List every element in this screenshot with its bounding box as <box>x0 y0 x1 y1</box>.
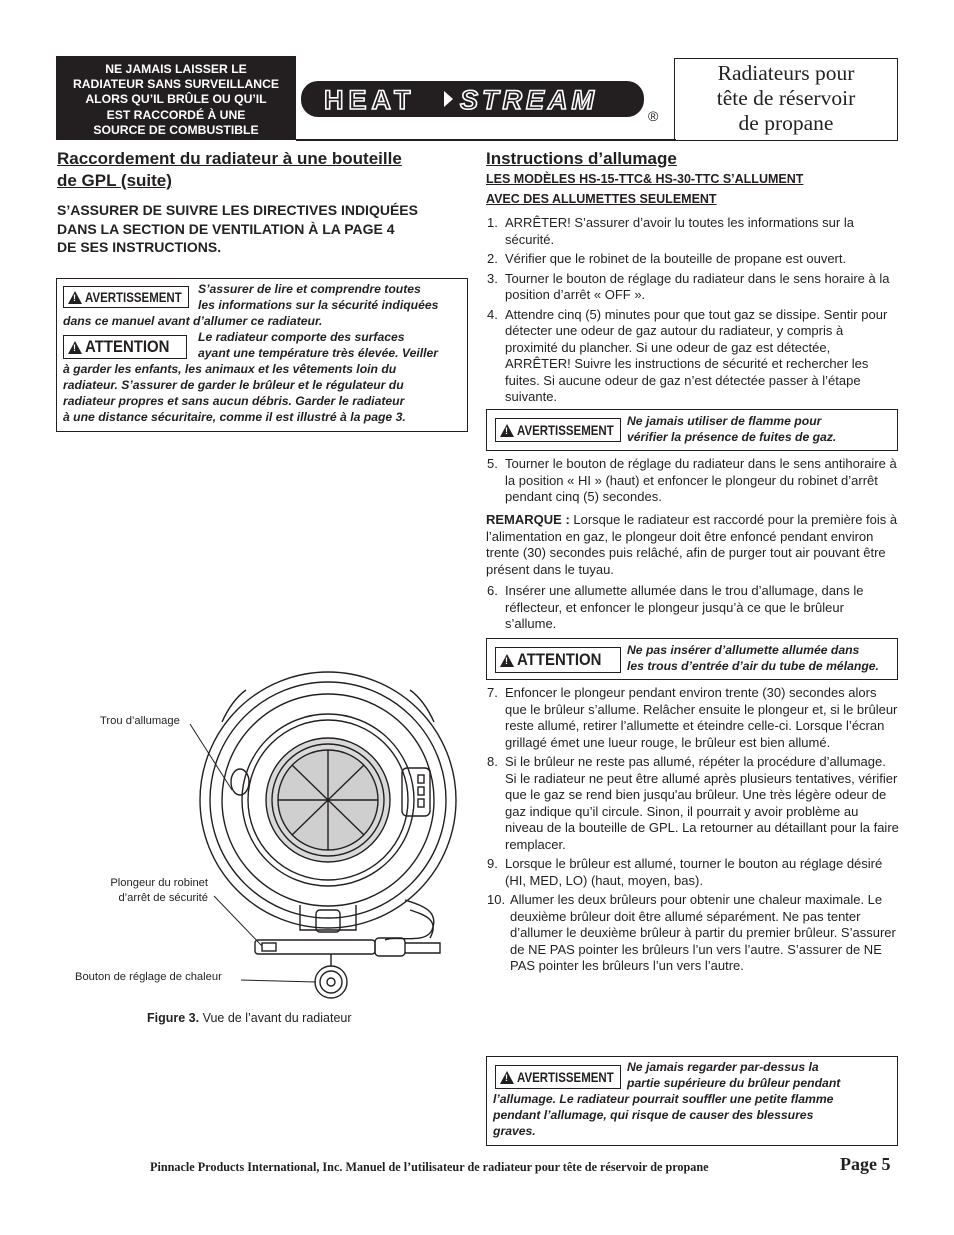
step-item: 1. ARRÊTER! S’assurer d’avoir lu toutes les informations sur la sécurité. <box>487 215 854 247</box>
match-attention-box <box>486 638 898 680</box>
attention-line: les trous d’entrée d’air du tube de mélange. <box>627 659 879 673</box>
heatstream-logo <box>300 80 645 118</box>
warning-triangle-icon <box>500 1071 514 1084</box>
attention-text-continued <box>63 361 406 425</box>
attention-text <box>627 642 879 674</box>
badge-label: AVERTISSEMENT <box>517 1069 614 1085</box>
page-title <box>674 58 898 141</box>
badge-label: ATTENTION <box>85 337 170 356</box>
header-rule <box>296 139 676 141</box>
badge-label: AVERTISSEMENT <box>85 289 182 305</box>
warning-line: les informations sur la sécurité indiquées <box>198 298 439 312</box>
page-title-line: de propane <box>738 111 834 135</box>
step-item: 10. Allumer les deux brûleurs pour obtenir une chaleur maximale. Le deuxième brûleur doit être allumé séparément. Ne pas tenter d’allumer le deuxième brûleur à partir du premier brûleur. S’assurer de NE PAS pointer les brûleurs l’un vers l’autre. S’assurer de NE PAS pointer les brûleurs l’un vers l’autre. <box>487 892 896 973</box>
header-warning-line: SOURCE DE COMBUSTIBLE <box>93 122 259 137</box>
attention-line: ayant une température très élevée. Veiller <box>198 346 439 360</box>
step-item: 6. Insérer une allumette allumée dans le trou d’allumage, dans le réflecteur, et enfoncer le plongeur jusqu’à ce que le brûleur s’allume. <box>487 583 864 631</box>
heading-line: de GPL (suite) <box>57 171 172 190</box>
attention-badge <box>495 647 621 673</box>
note-line: DANS LA SECTION DE VENTILATION À LA PAGE 4 <box>57 220 395 237</box>
warning-line: dans ce manuel avant d’allumer ce radiateur. <box>63 314 323 328</box>
warning-line: vérifier la présence de fuites de gaz. <box>627 430 837 444</box>
badge-label: ATTENTION <box>517 650 602 669</box>
burner-warning-box <box>486 1056 898 1146</box>
gas-leak-warning-box <box>486 409 898 451</box>
page-title-line: tête de réservoir <box>716 86 856 110</box>
remark-paragraph <box>486 512 898 578</box>
sub-text: & HS-30-TTC S’ALLUMENT <box>642 172 804 186</box>
step-item: 7. Enfoncer le plongeur pendant environ trente (30) secondes alors que le brûleur s’allume. Relâcher ensuite le plongeur et, si le brûleur reste allumé, retirer l’allumette et éteindre celle-ci. Lorsque l’écran grillagé émet une lueur rouge, le brûleur est bien allumé. <box>487 685 898 750</box>
warning-triangle-icon <box>68 291 82 304</box>
header-warning-banner <box>56 56 296 140</box>
page-number: Page 5 <box>840 1154 891 1174</box>
attention-line: radiateur propres et sans aucun débris. Garder le radiateur <box>63 394 405 408</box>
step-item: 5. Tourner le bouton de réglage du radiateur dans le sens antihoraire à la position « HI » (haut) et enfoncer le plongeur du robinet d’arrêt pendant cinq (5) secondes. <box>487 456 897 504</box>
attention-line: Le radiateur comporte des surfaces <box>198 330 405 344</box>
label-heat-knob: Bouton de réglage de chaleur <box>75 971 222 983</box>
attention-line: à une distance sécuritaire, comme il est illustré à la page 3. <box>63 410 406 424</box>
warning-line: Ne jamais utiliser de flamme pour <box>627 414 822 428</box>
warning-badge <box>63 286 189 308</box>
models-subheading <box>486 172 803 186</box>
warning-line: Ne jamais regarder par-dessus la <box>627 1060 819 1074</box>
attention-badge <box>63 335 187 359</box>
page-title-line: Radiateurs pour <box>717 61 855 85</box>
heading-line: Raccordement du radiateur à une bouteille <box>57 149 402 168</box>
warning-text <box>627 413 836 445</box>
warning-line: pendant l’allumage, qui risque de causer des blessures <box>493 1108 814 1122</box>
label-line: Plongeur du robinet <box>110 877 208 889</box>
header-warning-line: EST RACCORDÉ À UNE <box>106 107 246 122</box>
step-item: 2. Vérifier que le robinet de la bouteille de propane est ouvert. <box>487 251 847 266</box>
safety-warning-box <box>56 278 468 432</box>
caption-text: Vue de l’avant du radiateur <box>199 1011 352 1025</box>
matches-subheading: AVEC DES ALLUMETTES SEULEMENT <box>486 192 717 206</box>
section-heading-connection <box>57 148 477 192</box>
attention-line: à garder les enfants, les animaux et les vêtements loin du <box>63 362 397 376</box>
remark-text: Lorsque le radiateur est raccordé pour la première fois à l’alimentation en gaz, le plongeur doit être enfoncé pendant environ trente (30) secondes puis relâché, afin de purger tout air pouvant être présent dans le tuyau. <box>486 512 898 577</box>
step-item: 3. Tourner le bouton de réglage du radiateur dans le sens horaire à la position d’arrêt « OFF ». <box>487 270 890 302</box>
label-ignition-hole: Trou d’allumage <box>100 715 180 727</box>
label-safety-plunger <box>98 876 208 906</box>
remark-label: REMARQUE : <box>486 512 570 527</box>
warning-line: partie supérieure du brûleur pendant <box>627 1076 841 1090</box>
section-heading-lighting: Instructions d’allumage <box>486 149 677 168</box>
header-warning-line: ALORS QU’IL BRÛLE OU QU’IL <box>85 92 267 107</box>
steps-list-d <box>487 685 899 978</box>
logo-text-stream: STREAM <box>460 85 598 115</box>
attention-text <box>198 329 438 361</box>
footer-text: Pinnacle Products International, Inc. Manuel de l’utilisateur de radiateur pour tête de réservoir de propane <box>150 1160 709 1174</box>
sub-text: LES MODÈLES HS-15-TTC <box>486 172 643 186</box>
warning-line: S’assurer de lire et comprendre toutes <box>198 282 421 296</box>
ventilation-note <box>57 201 467 257</box>
warning-line: graves. <box>493 1124 536 1138</box>
warning-triangle-icon <box>500 424 514 437</box>
attention-line: radiateur. S’assurer de garder le brûleur et le régulateur du <box>63 378 404 392</box>
step-item: 4. Attendre cinq (5) minutes pour que tout gaz se dissipe. Sentir pour détecter une odeur de gaz autour du radiateur, y compris à proximité du plancher. Si une odeur de gaz est détectée, ARRÊTER! Suivre les instructions de sécurité et rechercher les fuites. Si aucune odeur de gaz n’est détectée passer à l’étape suivante. <box>487 306 888 404</box>
warning-badge <box>495 418 621 442</box>
heater-front-view-illustration <box>70 650 470 1010</box>
logo-text-heat: HEAT <box>324 85 416 115</box>
warning-text-continued <box>493 1091 833 1139</box>
note-line: S’ASSURER DE SUIVRE LES DIRECTIVES INDIQUÉES <box>57 202 418 218</box>
warning-triangle-icon <box>68 341 82 354</box>
warning-text <box>198 281 438 313</box>
steps-list-a <box>487 215 897 409</box>
figure-caption <box>147 1011 352 1025</box>
steps-list-b <box>487 456 897 509</box>
step-item: 8. Si le brûleur ne reste pas allumé, répéter la procédure d’allumage. Si le radiateur ne peut être allumé après plusieurs tentatives, vérifier que le gaz se rend bien jusqu'au brûleur. Une très légère odeur de gaz indique qu’il circule. Sinon, il pourrait y avoir problème au niveau de la bouteille de GPL. La retourner au détaillant pour la faire remplacer. <box>487 754 899 852</box>
note-line: DE SES INSTRUCTIONS. <box>57 239 222 255</box>
step-item: 9. Lorsque le brûleur est allumé, tourner le bouton au réglage désiré (HI, MED, LO) (haut, moyen, bas). <box>487 856 883 888</box>
attention-line: Ne pas insérer d’allumette allumée dans <box>627 643 860 657</box>
badge-label: AVERTISSEMENT <box>517 422 614 438</box>
warning-triangle-icon <box>500 654 514 667</box>
caption-label: Figure 3. <box>147 1011 200 1025</box>
warning-line: l’allumage. Le radiateur pourrait souffler une petite flamme <box>493 1092 834 1106</box>
header-warning-line: NE JAMAIS LAISSER LE <box>105 62 247 76</box>
header-warning-line: RADIATEUR SANS SURVEILLANCE <box>72 77 280 92</box>
warning-text <box>627 1059 840 1091</box>
warning-badge <box>495 1065 621 1089</box>
label-line: d’arrêt de sécurité <box>118 892 208 904</box>
steps-list-c <box>487 583 897 636</box>
registered-mark: ® <box>648 108 659 124</box>
